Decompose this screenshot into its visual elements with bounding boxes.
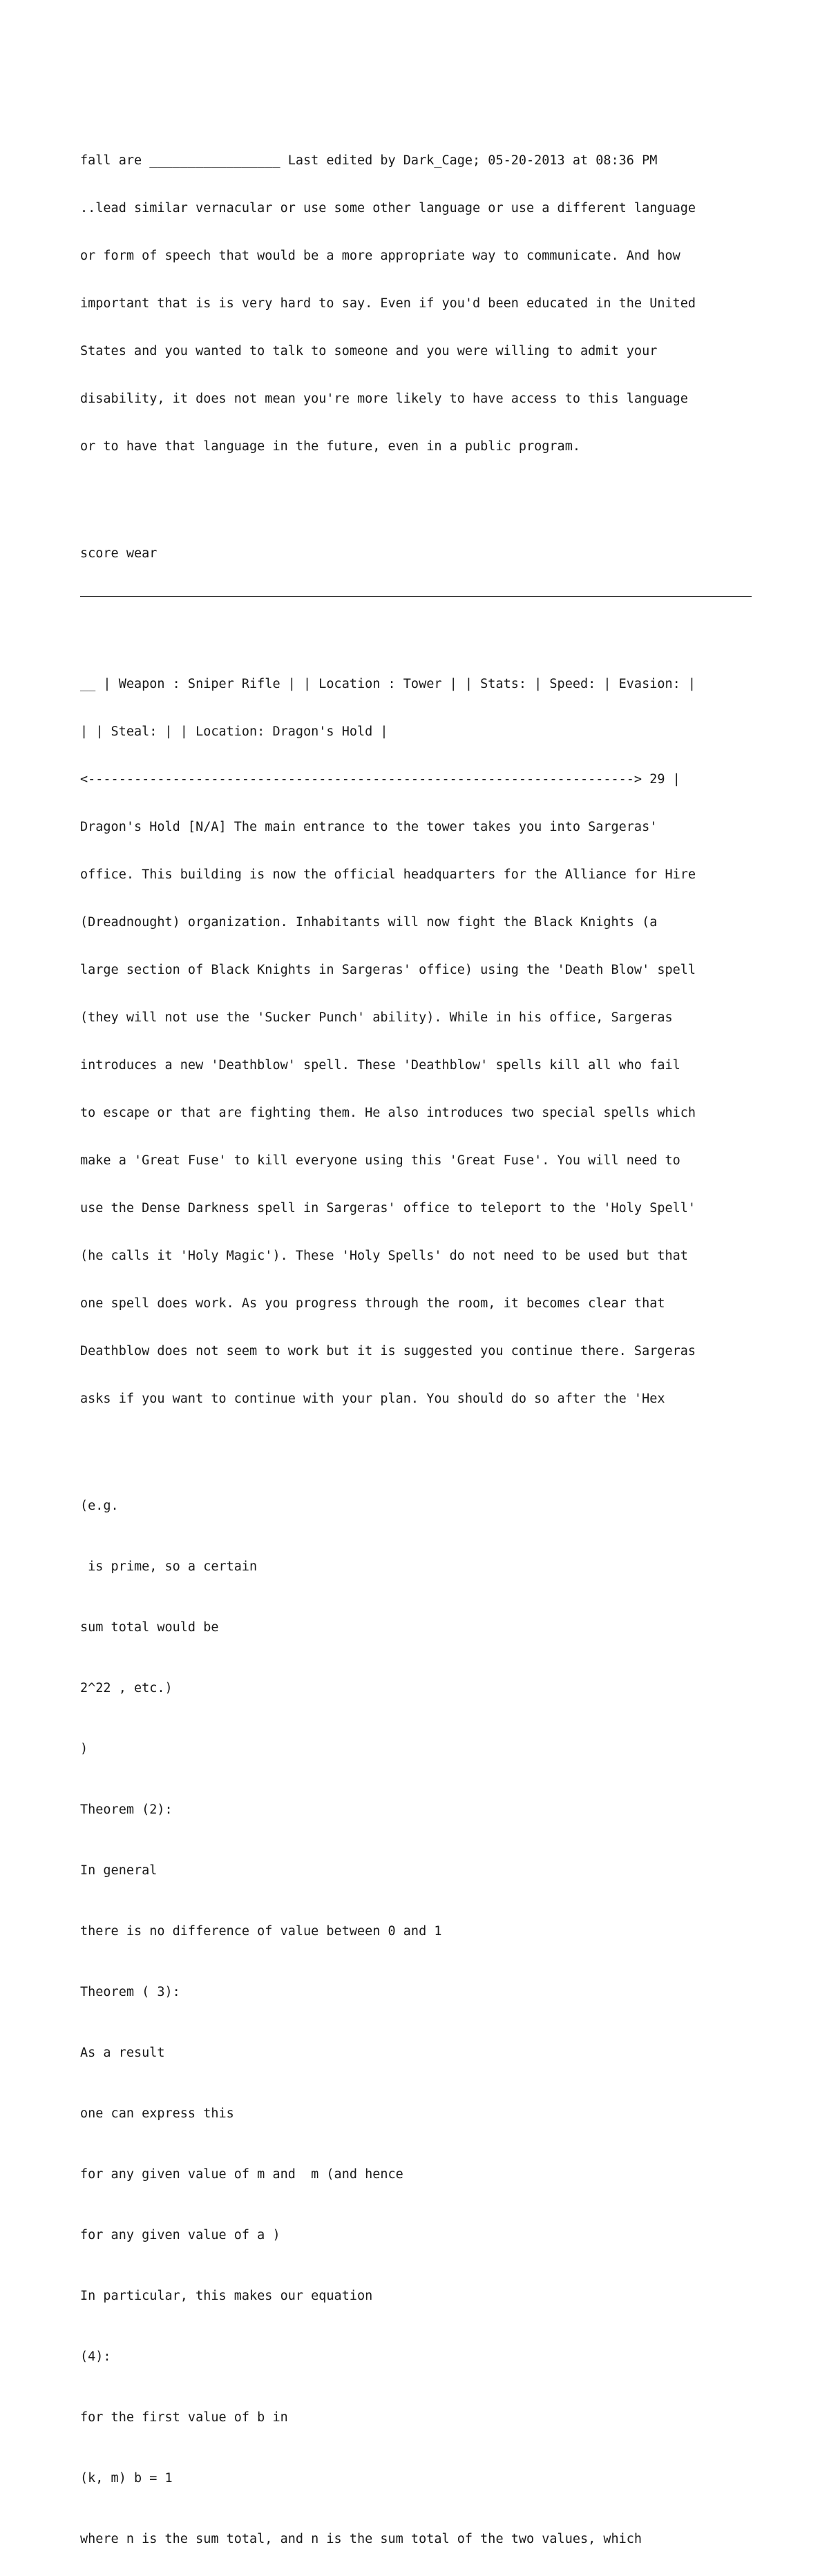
text-line: fall are _________________ Last edited by Dark_Cage; 05-20-2013 at 08:36 PM	[80, 153, 658, 168]
text-line: 2^22 , etc.)	[80, 1681, 173, 1695]
text-line: for the first value of b in	[80, 2410, 288, 2425]
text-line: to escape or that are fighting them. He also introduces two special spells which	[80, 1106, 696, 1120]
text-line: one can express this	[80, 2106, 234, 2121]
text-line: disability, it does not mean you're more likely to have access to this language	[80, 392, 688, 406]
text-line: __ | Weapon : Sniper Rifle | | Location : Tower | | Stats: | Speed: | Evasion: |	[80, 677, 696, 691]
text-line: Dragon's Hold [N/A] The main entrance to the tower takes you into Sargeras'	[80, 820, 658, 834]
theorem-heading: Theorem (2):	[80, 1803, 173, 1817]
text-line: where n is the sum total, and n is the sum total of the two values, which	[80, 2532, 642, 2546]
text-line: important that is is very hard to say. Even if you'd been educated in the United	[80, 296, 696, 311]
theorem-heading: Theorem ( 3):	[80, 1985, 180, 1999]
text-line: (they will not use the 'Sucker Punch' ability). While in his office, Sargeras	[80, 1010, 673, 1025]
text-line: <-----------------------------------------------------------------------> 29 |	[80, 772, 680, 787]
text-line: one spell does work. As you progress through the room, it becomes clear that	[80, 1296, 665, 1311]
text-line: | | Steal: | | Location: Dragon's Hold |	[80, 724, 388, 739]
document-page	[80, 77, 757, 2576]
text-line: use the Dense Darkness spell in Sargeras' office to teleport to the 'Holy Spell'	[80, 1201, 696, 1215]
text-line: for any given value of m and m (and hence	[80, 2167, 403, 2182]
text-line: or to have that language in the future, even in a public program.	[80, 439, 580, 454]
text-line: introduces a new 'Deathblow' spell. These 'Deathblow' spells kill all who fail	[80, 1058, 680, 1073]
text-line: In general	[80, 1863, 158, 1878]
text-line: or form of speech that would be a more appropriate way to communicate. And how	[80, 249, 680, 263]
text-line: make a 'Great Fuse' to kill everyone using this 'Great Fuse'. You will need to	[80, 1153, 680, 1168]
header-block	[80, 121, 757, 486]
text-line: office. This building is now the official headquarters for the Alliance for Hire	[80, 867, 696, 882]
text-line: (Dreadnought) organization. Inhabitants will now fight the Black Knights (a	[80, 915, 658, 930]
text-line: As a result	[80, 2046, 165, 2060]
text-line: In particular, this makes our equation	[80, 2289, 373, 2303]
score-label: score wear	[80, 546, 158, 561]
text-line: ..lead similar vernacular or use some other language or use a different language	[80, 201, 696, 215]
text-line: for any given value of a )	[80, 2228, 280, 2242]
equation-label: (4):	[80, 2349, 111, 2364]
text-line: States and you wanted to talk to someone and you were willing to admit your	[80, 344, 658, 358]
text-line: Deathblow does not seem to work but it is suggested you continue there. Sargeras	[80, 1344, 696, 1358]
text-line: asks if you want to continue with your plan. You should do so after the 'Hex	[80, 1392, 665, 1406]
text-line: large section of Black Knights in Sargeras' office) using the 'Death Blow' spell	[80, 963, 696, 977]
text-line: there is no difference of value between 0 and 1	[80, 1924, 442, 1939]
text-line: (he calls it 'Holy Magic'). These 'Holy Spells' do not need to be used but that	[80, 1249, 688, 1263]
text-line: (e.g.	[80, 1499, 119, 1513]
text-line: sum total would be	[80, 1620, 219, 1635]
text-line: )	[80, 1742, 88, 1756]
text-line: (k, m) b = 1	[80, 2471, 173, 2486]
horizontal-rule	[80, 596, 752, 597]
text-line: is prime, so a certain	[80, 1559, 258, 1574]
item-table-block	[80, 644, 757, 1439]
